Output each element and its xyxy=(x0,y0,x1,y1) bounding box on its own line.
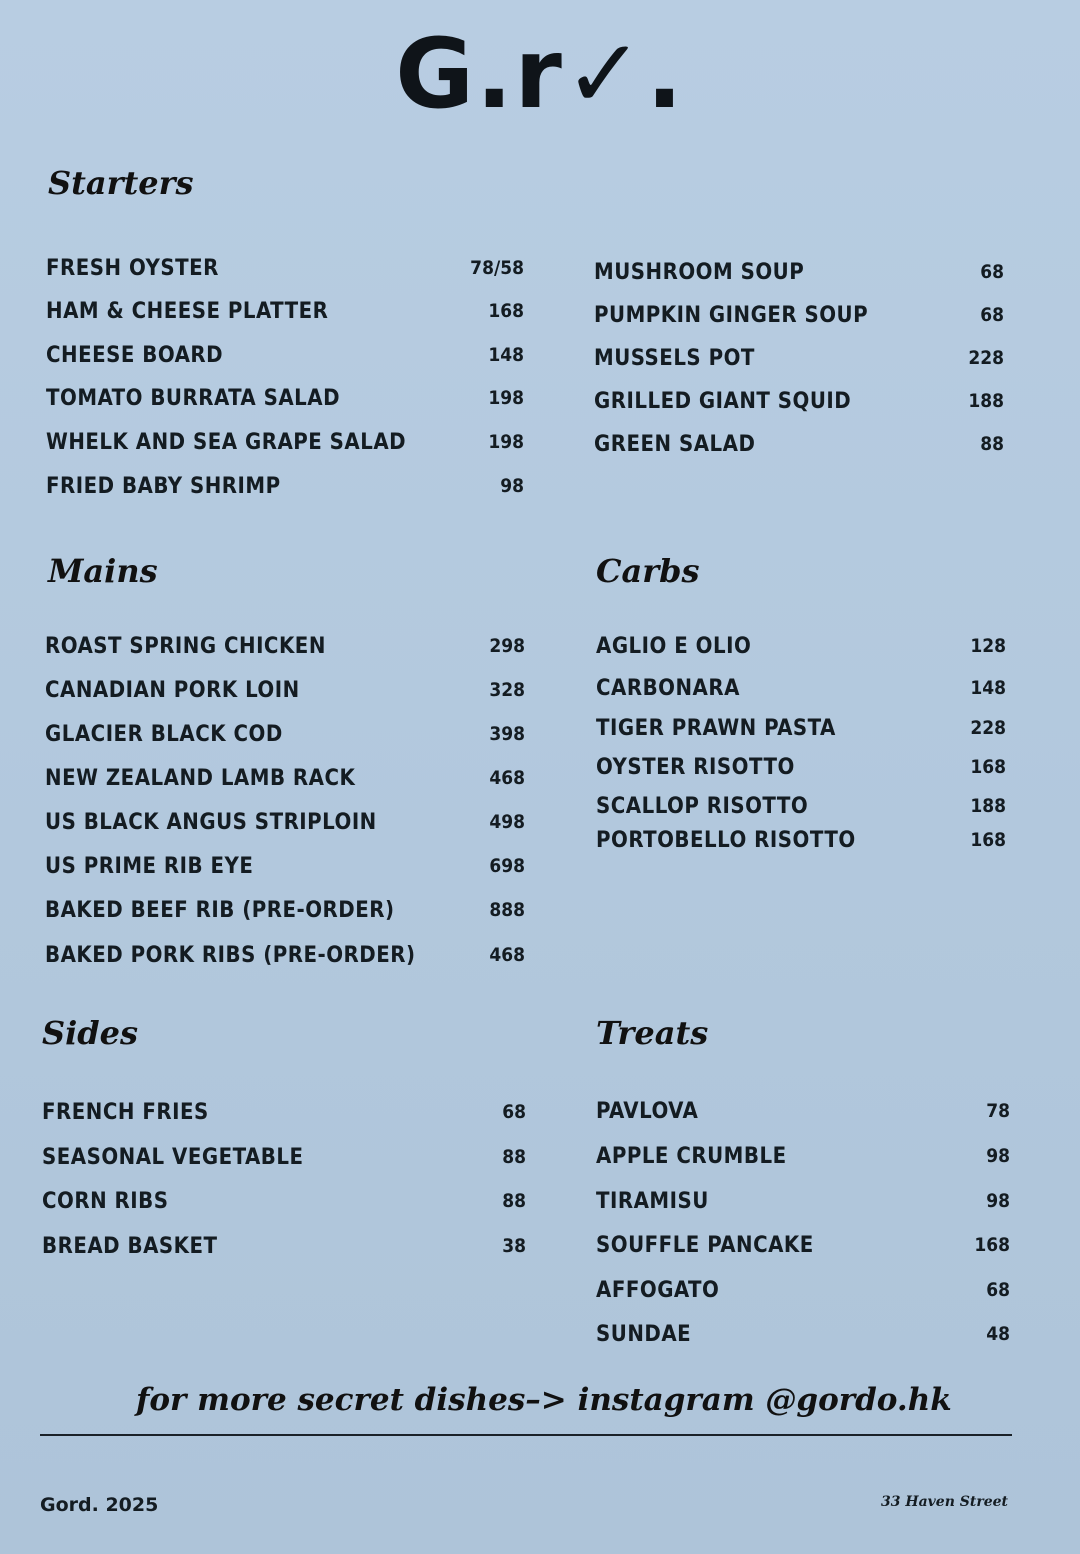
item-name: TIGER PRAWN PASTA xyxy=(596,715,836,741)
menu-item xyxy=(46,381,524,415)
item-price: 148 xyxy=(488,344,524,366)
menu-item xyxy=(42,1140,526,1174)
menu-item xyxy=(42,1095,526,1129)
item-price: 168 xyxy=(970,829,1006,851)
item-price: 98 xyxy=(986,1190,1010,1212)
item-price: 98 xyxy=(986,1145,1010,1167)
menu-item xyxy=(596,823,1006,857)
item-price: 198 xyxy=(488,431,524,453)
menu-item xyxy=(45,761,525,795)
item-name: AGLIO E OLIO xyxy=(596,633,752,659)
menu-item xyxy=(594,255,1004,289)
item-price: 78 xyxy=(986,1100,1010,1122)
menu-item xyxy=(596,1139,1010,1173)
item-name: HAM & CHEESE PLATTER xyxy=(46,298,329,324)
item-price: 68 xyxy=(502,1101,526,1123)
item-name: MUSSELS POT xyxy=(594,345,755,371)
menu-item xyxy=(596,629,1006,663)
item-name: CARBONARA xyxy=(596,675,740,701)
menu-item xyxy=(46,251,524,285)
item-name: WHELK AND SEA GRAPE SALAD xyxy=(46,429,407,455)
item-price: 88 xyxy=(502,1146,526,1168)
item-name: CORN RIBS xyxy=(42,1188,169,1214)
menu-item xyxy=(46,425,524,459)
item-price: 168 xyxy=(488,300,524,322)
restaurant-logo: G.r✓. xyxy=(395,18,685,130)
item-name: SEASONAL VEGETABLE xyxy=(42,1144,304,1170)
item-price: 148 xyxy=(970,677,1006,699)
item-name: GRILLED GIANT SQUID xyxy=(594,388,852,414)
item-price: 298 xyxy=(489,635,525,657)
item-name: PUMPKIN GINGER SOUP xyxy=(594,302,869,328)
item-price: 168 xyxy=(974,1234,1010,1256)
item-price: 68 xyxy=(980,304,1004,326)
section-title-sides: Sides xyxy=(42,1014,139,1052)
menu-item xyxy=(45,849,525,883)
menu-item xyxy=(45,717,525,751)
footer-divider xyxy=(40,1434,1012,1436)
item-name: CHEESE BOARD xyxy=(46,342,224,368)
item-price: 48 xyxy=(986,1323,1010,1345)
item-price: 698 xyxy=(489,855,525,877)
item-name: BREAD BASKET xyxy=(42,1233,218,1259)
item-price: 468 xyxy=(489,767,525,789)
item-name: TIRAMISU xyxy=(596,1188,709,1214)
item-price: 88 xyxy=(980,433,1004,455)
menu-item xyxy=(46,294,524,328)
item-price: 228 xyxy=(968,347,1004,369)
menu-item xyxy=(594,427,1004,461)
item-name: FRESH OYSTER xyxy=(46,255,219,281)
item-name: TOMATO BURRATA SALAD xyxy=(46,385,341,411)
item-price: 38 xyxy=(502,1235,526,1257)
item-price: 888 xyxy=(489,899,525,921)
item-name: SUNDAE xyxy=(596,1321,692,1347)
menu-item xyxy=(42,1229,526,1263)
item-price: 188 xyxy=(970,795,1006,817)
menu-item xyxy=(596,671,1006,705)
item-name: GLACIER BLACK COD xyxy=(45,721,283,747)
menu-item xyxy=(596,1273,1010,1307)
item-name: US BLACK ANGUS STRIPLOIN xyxy=(45,809,377,835)
item-name: US PRIME RIB EYE xyxy=(45,853,254,879)
item-name: BAKED PORK RIBS (PRE-ORDER) xyxy=(45,942,416,968)
section-title-starters: Starters xyxy=(48,164,194,202)
menu-item xyxy=(45,893,525,927)
item-price: 128 xyxy=(970,635,1006,657)
item-name: MUSHROOM SOUP xyxy=(594,259,805,285)
menu-item xyxy=(596,711,1006,745)
item-price: 468 xyxy=(489,944,525,966)
menu-item xyxy=(594,384,1004,418)
item-name: GREEN SALAD xyxy=(594,431,756,457)
item-name: PORTOBELLO RISOTTO xyxy=(596,827,856,853)
section-title-mains: Mains xyxy=(48,552,158,590)
footer-address: 33 Haven Street xyxy=(881,1494,1008,1510)
item-price: 398 xyxy=(489,723,525,745)
instagram-note: for more secret dishes–> instagram @gordo.hk xyxy=(136,1382,952,1418)
section-title-treats: Treats xyxy=(596,1014,709,1052)
item-price: 168 xyxy=(970,756,1006,778)
footer-brand-year: Gord. 2025 xyxy=(40,1494,159,1516)
menu-item xyxy=(596,789,1006,823)
item-name: CANADIAN PORK LOIN xyxy=(45,677,300,703)
menu-item xyxy=(596,1094,1010,1128)
item-price: 68 xyxy=(986,1279,1010,1301)
item-price: 198 xyxy=(488,387,524,409)
item-price: 498 xyxy=(489,811,525,833)
menu-item xyxy=(596,1317,1010,1351)
menu-item xyxy=(46,338,524,372)
item-name: SCALLOP RISOTTO xyxy=(596,793,809,819)
item-price: 98 xyxy=(500,475,524,497)
item-price: 188 xyxy=(968,390,1004,412)
item-name: FRENCH FRIES xyxy=(42,1099,209,1125)
item-price: 68 xyxy=(980,261,1004,283)
menu-item xyxy=(596,1184,1010,1218)
menu-item xyxy=(45,629,525,663)
section-title-carbs: Carbs xyxy=(596,552,700,590)
item-price: 228 xyxy=(970,717,1006,739)
item-name: AFFOGATO xyxy=(596,1277,720,1303)
item-name: NEW ZEALAND LAMB RACK xyxy=(45,765,356,791)
menu-item xyxy=(594,341,1004,375)
item-name: SOUFFLE PANCAKE xyxy=(596,1232,814,1258)
menu-item xyxy=(42,1184,526,1218)
menu-item xyxy=(596,1228,1010,1262)
menu-item xyxy=(594,298,1004,332)
menu-item xyxy=(45,805,525,839)
item-price: 78/58 xyxy=(470,257,524,279)
menu-item xyxy=(45,673,525,707)
item-name: ROAST SPRING CHICKEN xyxy=(45,633,326,659)
menu-item xyxy=(596,750,1006,784)
item-price: 328 xyxy=(489,679,525,701)
menu-item xyxy=(46,469,524,503)
menu-item xyxy=(45,938,525,972)
item-price: 88 xyxy=(502,1190,526,1212)
item-name: BAKED BEEF RIB (PRE-ORDER) xyxy=(45,897,395,923)
item-name: FRIED BABY SHRIMP xyxy=(46,473,281,499)
item-name: PAVLOVA xyxy=(596,1098,699,1124)
item-name: OYSTER RISOTTO xyxy=(596,754,795,780)
item-name: APPLE CRUMBLE xyxy=(596,1143,787,1169)
